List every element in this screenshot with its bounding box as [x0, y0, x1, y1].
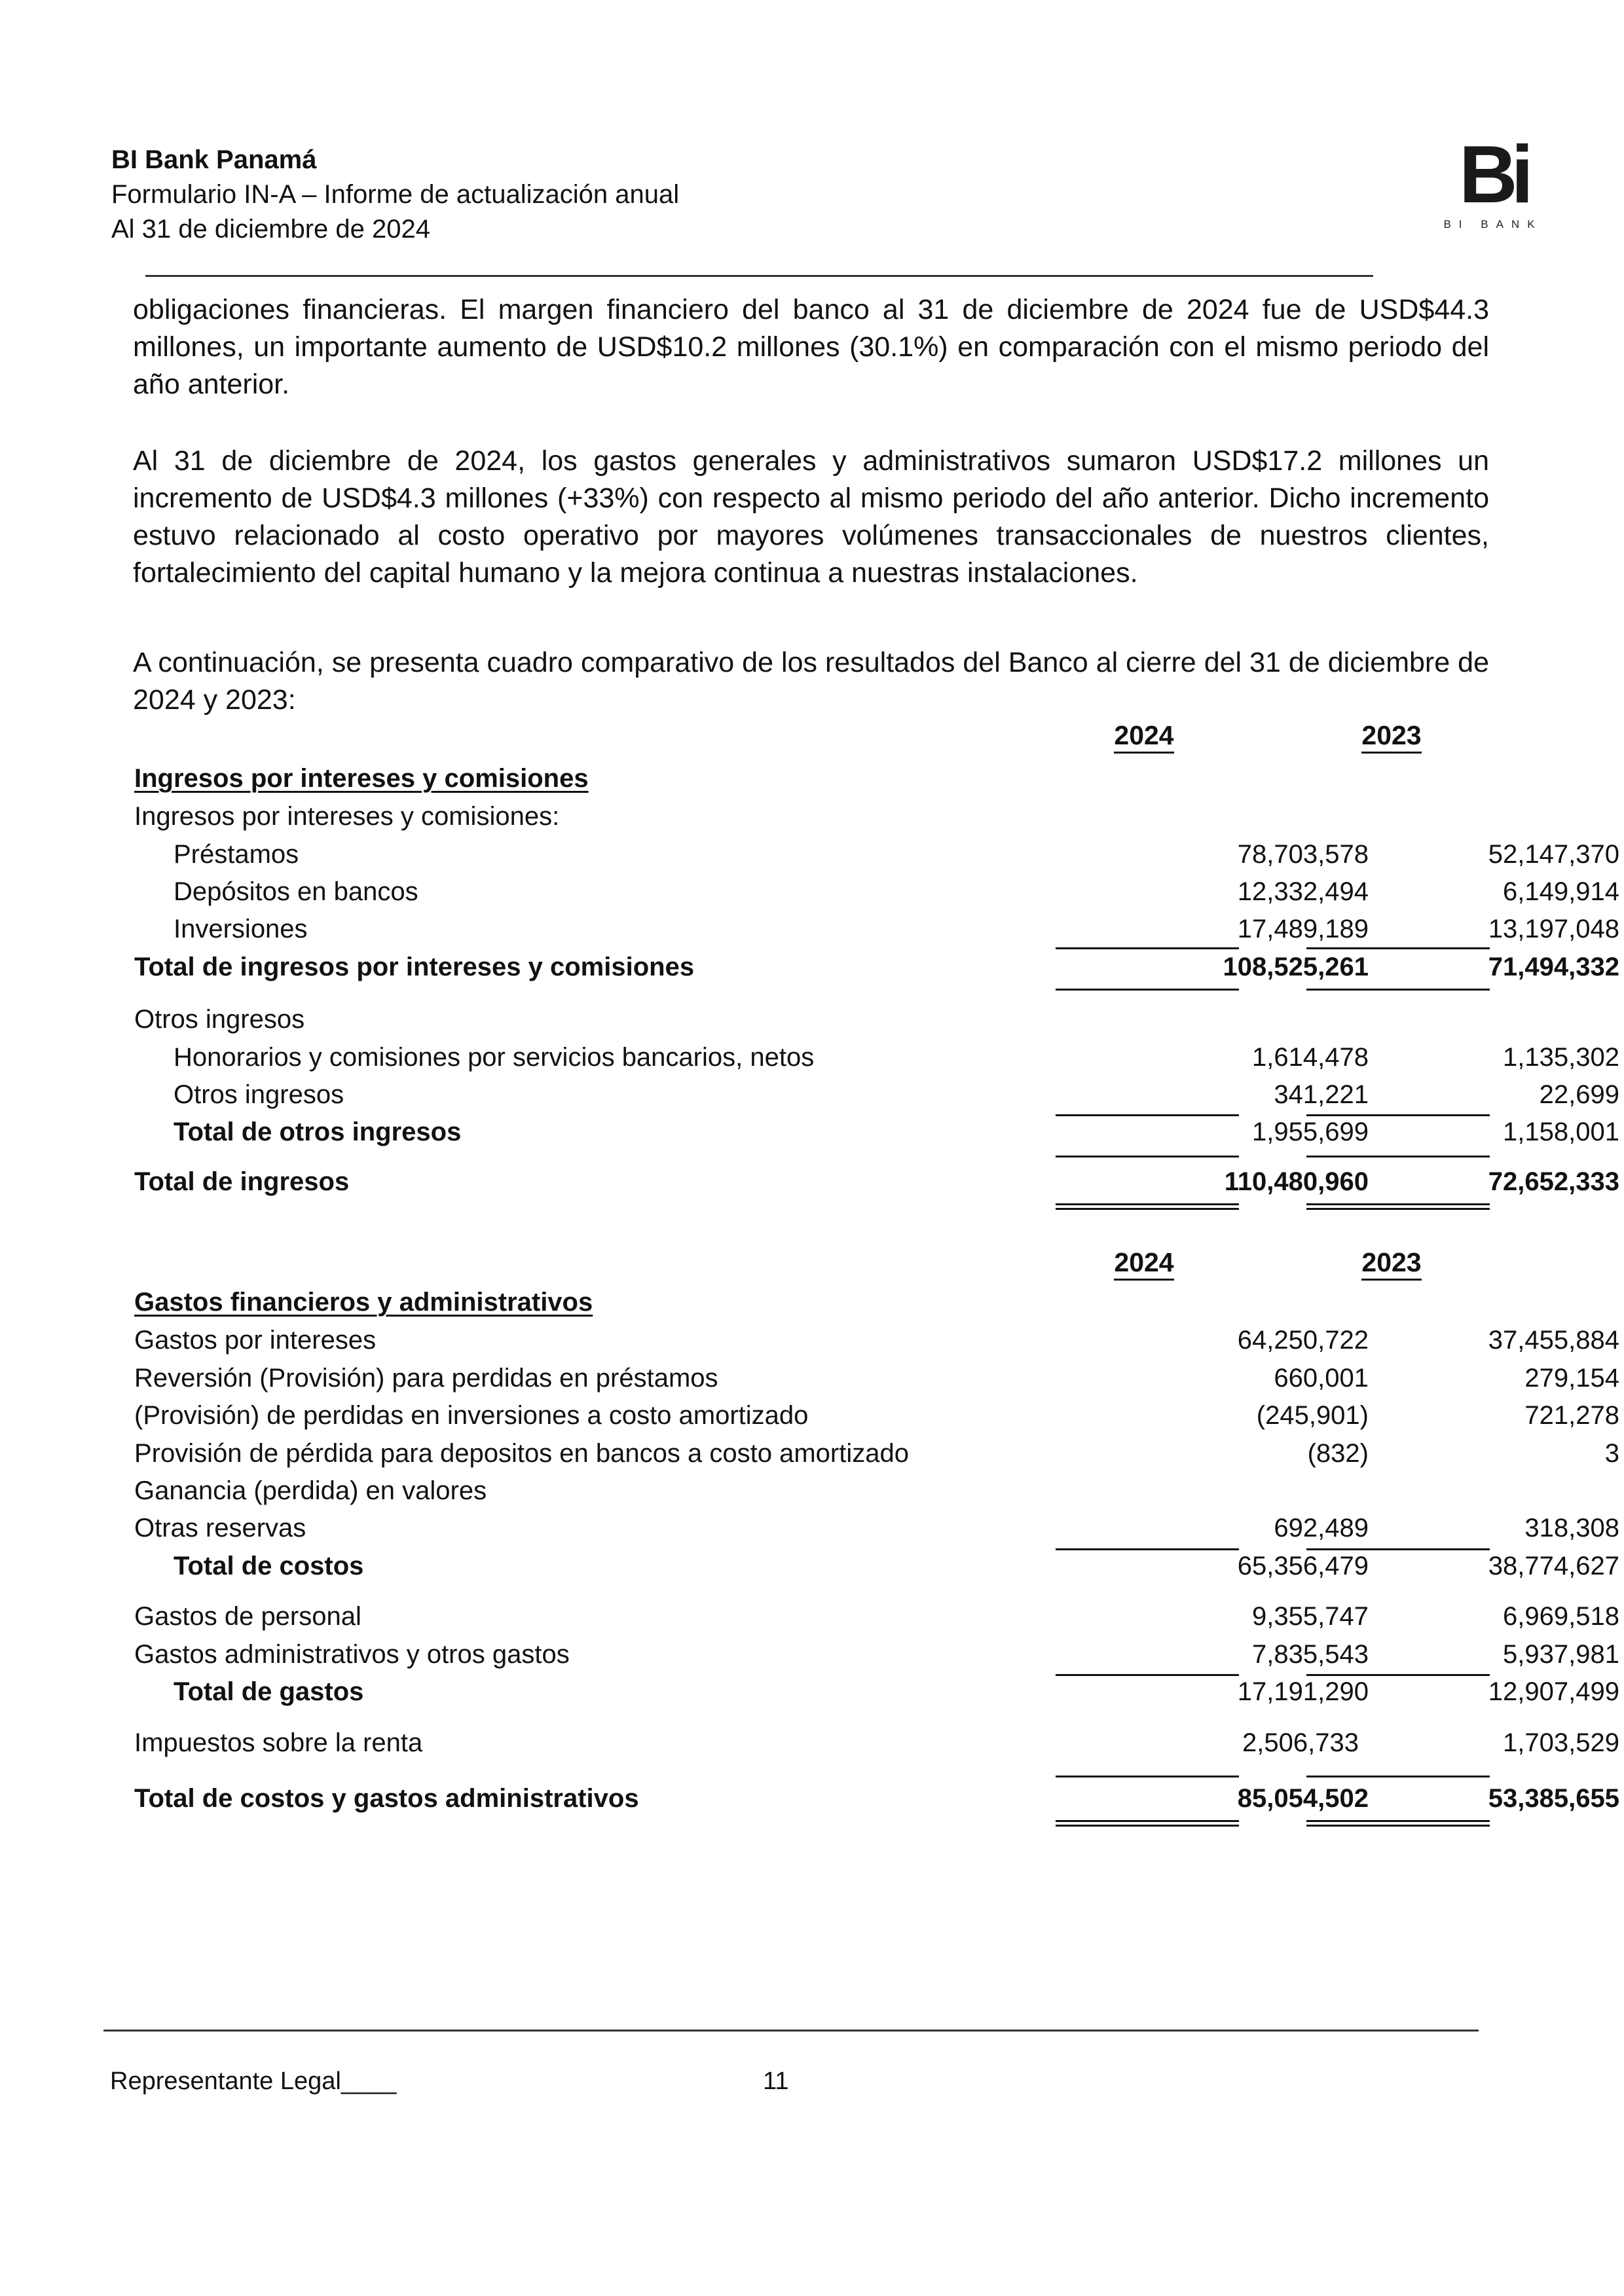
row-label: Gastos de personal	[134, 1602, 361, 1631]
income-section-title: Ingresos por intereses y comisiones	[134, 764, 589, 793]
subtotal-underline	[1056, 1114, 1239, 1116]
table-row-total	[134, 953, 1619, 990]
table-row	[134, 1602, 1619, 1639]
table-row	[134, 877, 1619, 915]
total-underline	[1306, 989, 1490, 991]
double-underline	[1056, 1820, 1239, 1827]
table-row-grand-total	[134, 1784, 1619, 1821]
table-row-subtotal	[134, 1677, 1619, 1715]
row-label: Total de ingresos por intereses y comisiones	[134, 953, 695, 981]
value-2023: 37,455,884	[1488, 1326, 1619, 1355]
income-year-2024-header: 2024	[1088, 720, 1200, 751]
value-2023: 12,907,499	[1488, 1677, 1619, 1706]
value-2023: 22,699	[1539, 1080, 1619, 1109]
table-row-subtotal	[134, 1118, 1619, 1155]
value-2023: 1,703,529	[1503, 1728, 1619, 1757]
value-2023: 5,937,981	[1503, 1640, 1619, 1669]
value-2023: 318,308	[1524, 1514, 1619, 1542]
income-subheading-row	[134, 802, 1490, 839]
bank-name: BI Bank Panamá	[111, 145, 317, 174]
total-underline	[1056, 989, 1239, 991]
value-2024: 12,332,494	[1237, 877, 1369, 906]
value-2023: 3	[1604, 1439, 1619, 1468]
table-row	[134, 1514, 1619, 1551]
value-2024: 660,001	[1274, 1364, 1369, 1393]
logo-subtitle: BI BANK	[1443, 218, 1543, 230]
value-2024: 108,525,261	[1223, 953, 1369, 981]
value-2024: 341,221	[1274, 1080, 1369, 1109]
value-2024: (245,901)	[1256, 1401, 1369, 1430]
table-row	[134, 1080, 1619, 1118]
other-income-heading: Otros ingresos	[134, 1005, 305, 1034]
subtotal-underline	[1056, 1548, 1239, 1550]
table-row	[134, 1728, 1619, 1766]
row-label: Otros ingresos	[174, 1080, 344, 1109]
value-2024: 7,835,543	[1252, 1640, 1369, 1669]
total-overline	[1306, 1776, 1490, 1777]
row-label: Honorarios y comisiones por servicios bancarios, netos	[174, 1043, 815, 1072]
value-2024: 1,955,699	[1252, 1118, 1369, 1146]
other-income-heading-row	[134, 1005, 1490, 1042]
double-underline	[1306, 1203, 1490, 1210]
value-2023: 1,158,001	[1503, 1118, 1619, 1146]
subtotal-underline	[1306, 947, 1490, 949]
document-header	[111, 143, 679, 247]
header-divider	[145, 275, 1373, 277]
subtotal-underline	[1056, 947, 1239, 949]
table-row	[134, 1476, 1490, 1514]
value-2023: 279,154	[1524, 1364, 1619, 1393]
footer-divider	[103, 2030, 1479, 2032]
subtotal-underline	[1306, 1114, 1490, 1116]
value-2023: 6,969,518	[1503, 1602, 1619, 1631]
value-2023: 71,494,332	[1488, 953, 1619, 981]
legal-representative-signature: Representante Legal____	[110, 2068, 397, 2095]
expense-section-title-row	[134, 1288, 1490, 1325]
table-row	[134, 1043, 1619, 1080]
expense-section-title: Gastos financieros y administrativos	[134, 1288, 593, 1317]
total-overline	[1056, 1776, 1239, 1777]
table-row	[134, 1439, 1619, 1476]
row-label: Gastos por intereses	[134, 1326, 377, 1355]
value-2023: 6,149,914	[1503, 877, 1619, 906]
value-2023: 38,774,627	[1488, 1552, 1619, 1580]
value-2024: 9,355,747	[1252, 1602, 1369, 1631]
row-label: Total de costos	[174, 1552, 364, 1580]
table-row	[134, 840, 1619, 877]
table-row-subtotal	[134, 1552, 1619, 1589]
income-section-title-row	[134, 764, 1490, 801]
income-year-2023-header: 2023	[1336, 720, 1447, 751]
double-underline	[1056, 1203, 1239, 1210]
subtotal-underline	[1056, 1674, 1239, 1676]
bi-bank-logo	[1431, 130, 1555, 231]
table-row	[134, 1401, 1619, 1438]
subtotal-underline	[1306, 1156, 1490, 1157]
row-label: Total de otros ingresos	[174, 1118, 462, 1146]
row-label: Otras reservas	[134, 1514, 306, 1542]
table-row-grand-total	[134, 1167, 1619, 1205]
value-2024: 692,489	[1274, 1514, 1369, 1542]
value-2024: 65,356,479	[1237, 1552, 1369, 1580]
table-row	[134, 915, 1619, 952]
logo-mark: Bi	[1459, 130, 1527, 220]
value-2023: 1,135,302	[1503, 1043, 1619, 1072]
value-2024: (832)	[1307, 1439, 1369, 1468]
paragraph-table-intro: A continuación, se presenta cuadro comparativo de los resultados del Banco al cierre del 31 de diciembre de 2024 y 2023:	[133, 647, 1489, 716]
value-2024: 78,703,578	[1237, 840, 1369, 869]
value-2024: 1,614,478	[1252, 1043, 1369, 1072]
value-2024: 17,191,290	[1237, 1677, 1369, 1706]
form-title: Formulario IN-A – Informe de actualización anual	[111, 180, 680, 209]
row-label: Total de ingresos	[134, 1167, 350, 1196]
value-2023: 52,147,370	[1488, 840, 1619, 869]
value-2024: 17,489,189	[1237, 915, 1369, 943]
expense-year-2023-header: 2023	[1336, 1247, 1447, 1278]
value-2024: 110,480,960	[1224, 1167, 1369, 1196]
subtotal-underline	[1056, 1156, 1239, 1157]
paragraph-financial-margin: obligaciones financieras. El margen financiero del banco al 31 de diciembre de 2024 fue de USD$44.3 millones, un importante aumento de USD$10.2 millones (30.1%) en comparación con el mismo periodo del año anterior.	[133, 294, 1489, 400]
value-2023: 13,197,048	[1488, 915, 1619, 943]
value-2024: 64,250,722	[1237, 1326, 1369, 1355]
row-label: (Provisión) de perdidas en inversiones a costo amortizado	[134, 1401, 809, 1430]
income-subheading: Ingresos por intereses y comisiones:	[134, 802, 560, 831]
row-label: Depósitos en bancos	[174, 877, 418, 906]
table-row	[134, 1364, 1619, 1401]
row-label: Impuestos sobre la renta	[134, 1728, 423, 1757]
row-label: Ganancia (perdida) en valores	[134, 1476, 487, 1505]
double-underline	[1306, 1820, 1490, 1827]
value-2024: 2,506,733	[1242, 1728, 1359, 1757]
subtotal-underline	[1306, 1674, 1490, 1676]
row-label: Total de gastos	[174, 1677, 364, 1706]
value-2024: 85,054,502	[1237, 1784, 1369, 1813]
paragraph-admin-expenses: Al 31 de diciembre de 2024, los gastos generales y administrativos sumaron USD$17.2 millones un incremento de USD$4.3 millones (+33%) con respecto al mismo periodo del año anterior. Dicho incremento estuvo relacionado al costo operativo por mayores volúmenes transaccionales de nuestros clientes, fortalecimiento del capital humano y la mejora continua a nuestras instalaciones.	[133, 445, 1489, 589]
table-row	[134, 1326, 1619, 1363]
page-number: 11	[763, 2068, 789, 2095]
row-label: Préstamos	[174, 840, 299, 869]
row-label: Provisión de pérdida para depositos en bancos a costo amortizado	[134, 1439, 909, 1468]
subtotal-underline	[1306, 1548, 1490, 1550]
row-label: Gastos administrativos y otros gastos	[134, 1640, 570, 1669]
row-label: Inversiones	[174, 915, 308, 943]
expense-year-2024-header: 2024	[1088, 1247, 1200, 1278]
value-2023: 53,385,655	[1488, 1784, 1619, 1813]
table-row	[134, 1640, 1619, 1677]
row-label: Reversión (Provisión) para perdidas en préstamos	[134, 1364, 718, 1393]
row-label: Total de costos y gastos administrativos	[134, 1784, 639, 1813]
value-2023: 721,278	[1524, 1401, 1619, 1430]
value-2023: 72,652,333	[1488, 1167, 1619, 1196]
report-date: Al 31 de diciembre de 2024	[111, 215, 430, 244]
